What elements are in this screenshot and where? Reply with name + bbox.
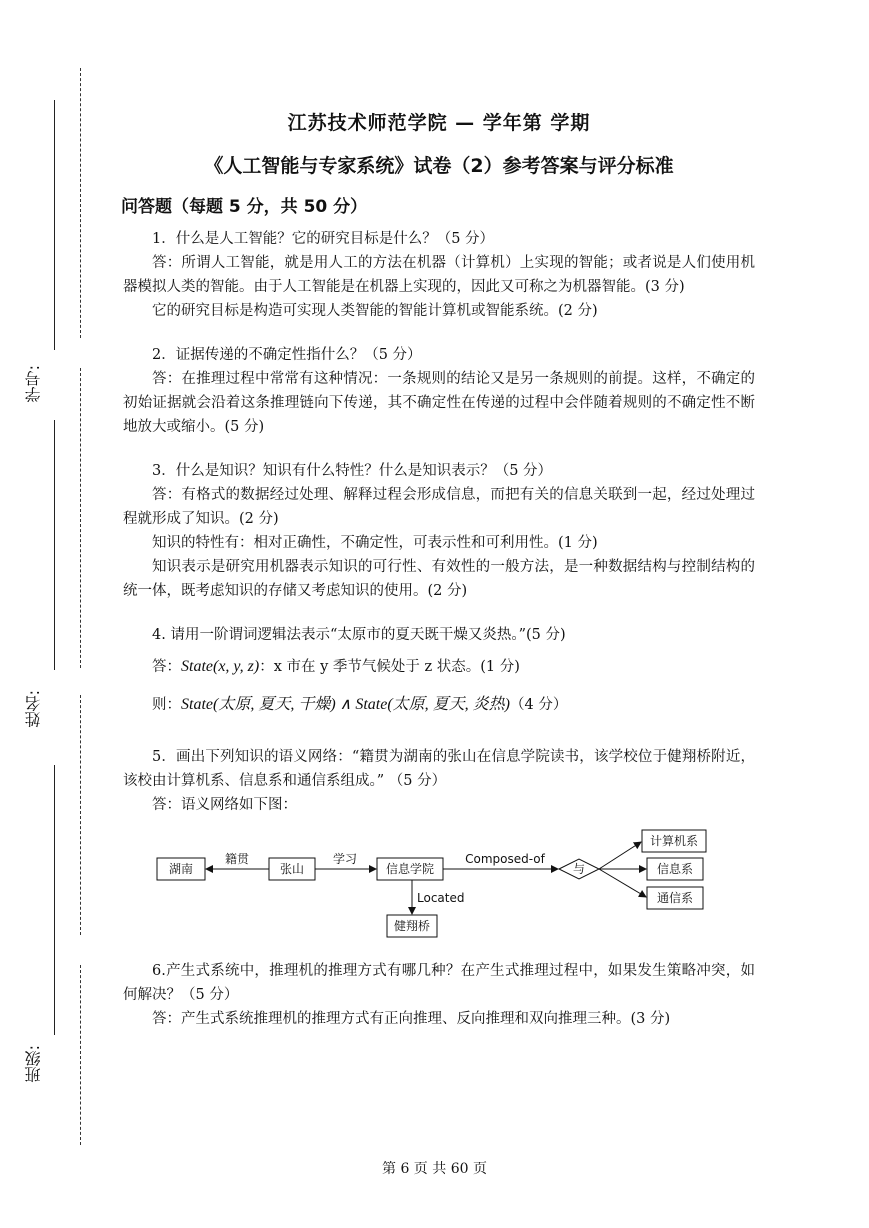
node-zhangshan bbox=[269, 858, 315, 880]
margin-line-3 bbox=[54, 765, 55, 1035]
svg-text:信息系: 信息系 bbox=[656, 862, 694, 876]
q4-then-prefix: 则： bbox=[152, 697, 181, 713]
q2-question: 2．证据传递的不确定性指什么？（5 分） bbox=[152, 347, 422, 363]
svg-text:通信系: 通信系 bbox=[656, 891, 694, 905]
q4-predicate-line bbox=[123, 655, 755, 679]
edge-located bbox=[412, 880, 464, 914]
svg-text:籍贯: 籍贯 bbox=[224, 852, 250, 866]
margin-line-1 bbox=[54, 100, 55, 350]
semantic-network-diagram bbox=[123, 829, 755, 941]
node-and bbox=[559, 859, 599, 879]
q1-question: 1．什么是人工智能？它的研究目标是什么？（5 分） bbox=[152, 231, 495, 247]
q5-answer-1: 答：语义网络如下图： bbox=[152, 797, 297, 813]
margin-line-2 bbox=[54, 420, 55, 670]
svg-text:信息学院: 信息学院 bbox=[385, 862, 435, 876]
node-info bbox=[647, 858, 703, 880]
q3-question: 3．什么是知识？知识有什么特性？什么是知识表示？（5 分） bbox=[152, 463, 553, 479]
q2-answer-1: 答：在推理过程中常常有这种情况：一条规则的结论又是另一条规则的前提。这样，不确定的初始证据就会沿着这条推理链向下传递，其不确定性在传递的过程中会伴随着规则的不确定性不断地放大或缩小。(5 分) bbox=[123, 371, 755, 435]
svg-text:与: 与 bbox=[572, 862, 586, 876]
svg-text:学习: 学习 bbox=[332, 852, 358, 866]
binding-line-1 bbox=[80, 68, 81, 338]
node-jianxiangqiao bbox=[387, 915, 437, 937]
q4-formula: State(太原, 夏天, 干燥) ∧ State(太原, 夏天, 炎热) bbox=[181, 696, 511, 713]
q1-answer-2: 它的研究目标是构造可实现人类智能的智能计算机或智能系统。(2 分) bbox=[152, 303, 598, 319]
section-title: 问答题（每题 5 分，共 50 分） bbox=[121, 197, 368, 217]
node-hunan bbox=[157, 858, 205, 880]
q4-formula-line bbox=[123, 693, 755, 717]
q3-answer-1: 答：有格式的数据经过处理、解释过程会形成信息，而把有关的信息关联到一起，经过处理过程就形成了知识。(2 分) bbox=[123, 487, 755, 527]
binding-line-3 bbox=[80, 695, 81, 935]
node-comm bbox=[647, 887, 703, 909]
q3-answer-3: 知识表示是研究用机器表示知识的可行性、有效性的一般方法，是一种数据结构与控制结构的统一体，既考虑知识的存储又考虑知识的使用。(2 分) bbox=[123, 559, 755, 599]
student-id-label: 学号: bbox=[24, 365, 43, 403]
name-label: 姓名: bbox=[24, 690, 43, 728]
svg-text:计算机系: 计算机系 bbox=[649, 834, 699, 848]
q6-answer-1: 答：产生式系统推理机的推理方式有正向推理、反向推理和双向推理三种。(3 分) bbox=[152, 1011, 671, 1027]
svg-text:健翔桥: 健翔桥 bbox=[393, 919, 431, 933]
q4-predicate-desc: ：x 市在 y 季节气候处于 z 状态。(1 分) bbox=[259, 659, 520, 675]
edge-and-comm bbox=[599, 869, 646, 897]
q4-answer-prefix: 答： bbox=[152, 659, 181, 675]
exam-page bbox=[123, 108, 755, 1031]
q3-answer-2: 知识的特性有：相对正确性，不确定性，可表示性和可利用性。(1 分) bbox=[152, 535, 598, 551]
svg-text:Composed-of: Composed-of bbox=[465, 852, 545, 866]
edge-composed-of bbox=[443, 852, 558, 869]
q6-question: 6.产生式系统中，推理机的推理方式有哪几种？在产生式推理过程中，如果发生策略冲突，如何解决？（5 分） bbox=[123, 963, 755, 1003]
svg-text:张山: 张山 bbox=[279, 862, 305, 876]
node-xinxi-college bbox=[377, 858, 443, 880]
q4-question: 4. 请用一阶谓词逻辑法表示“太原市的夏天既干燥又炎热。”(5 分) bbox=[152, 627, 566, 643]
q4-formula-score: （4 分） bbox=[510, 697, 568, 713]
edge-and-cs bbox=[599, 842, 641, 869]
page-footer: 第 6 页 共 60 页 bbox=[382, 1161, 487, 1177]
q4-predicate: State(x, y, z) bbox=[181, 658, 260, 675]
svg-text:湖南: 湖南 bbox=[168, 862, 194, 876]
edge-jiguan bbox=[206, 852, 269, 869]
class-label: 班级: bbox=[24, 1045, 43, 1083]
school-title: 江苏技术师范学院 — 学年第 学期 bbox=[287, 112, 591, 134]
binding-line-4 bbox=[80, 965, 81, 1145]
node-cs bbox=[642, 830, 706, 852]
svg-text:Located: Located bbox=[417, 891, 465, 905]
exam-title: 《人工智能与专家系统》试卷（2）参考答案与评分标准 bbox=[204, 155, 674, 177]
edge-xuexi bbox=[315, 852, 376, 869]
q5-question: 5．画出下列知识的语义网络：“籍贯为湖南的张山在信息学院读书，该学校位于健翔桥附近，该校由计算机系、信息系和通信系组成。” （5 分） bbox=[123, 749, 755, 789]
q1-answer-1: 答：所谓人工智能，就是用人工的方法在机器（计算机）上实现的智能；或者说是人们使用机器模拟人类的智能。由于人工智能是在机器上实现的，因此又可称之为机器智能。(3 分) bbox=[123, 255, 755, 295]
binding-line-2 bbox=[80, 368, 81, 668]
